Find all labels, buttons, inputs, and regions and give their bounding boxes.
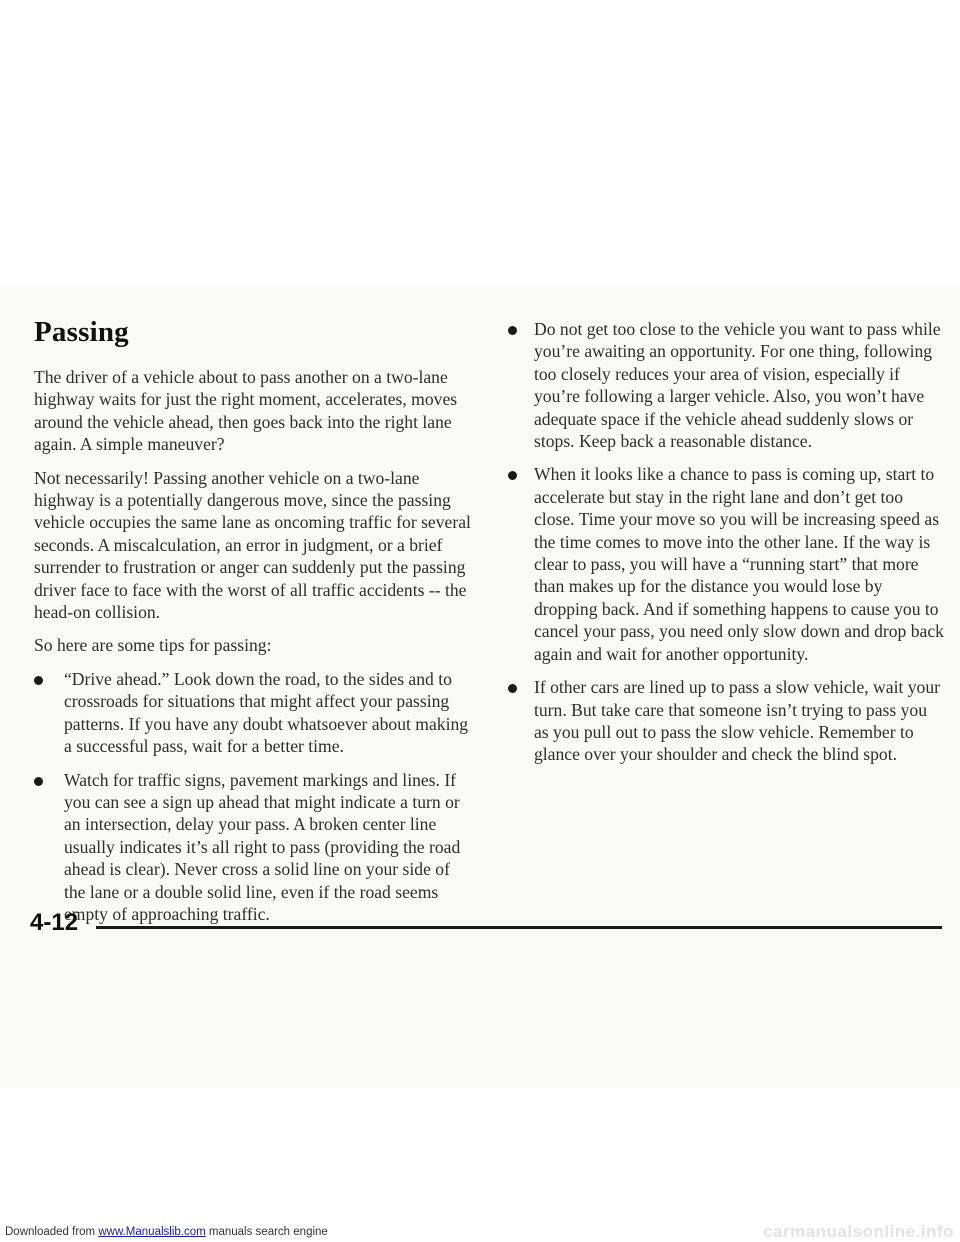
manualslib-link[interactable]: www.Manualslib.com — [98, 1226, 206, 1238]
page-number: 4-12 — [30, 909, 79, 936]
bullet-icon — [508, 326, 517, 335]
tip-list-item — [34, 668, 474, 758]
section-title: Passing — [34, 316, 129, 348]
intro-paragraph-3: So here are some tips for passing: — [34, 635, 272, 656]
tip-text: If other cars are lined up to pass a slow vehicle, wait your turn. But take care that someone isn’t trying to pass you as you pull out to pass the slow vehicle. Remember to glance over your shoulder and check the blind spot. — [534, 677, 940, 765]
bullet-icon — [34, 777, 43, 786]
intro-paragraph-2: Not necessarily! Passing another vehicle on a two-lane highway is a potentially dangerous move, since the passing vehicle occupies the same lane as oncoming traffic for several seconds. A miscalculation, an error in judgment, or a brief surrender to frustration or anger can suddenly put the passing driver face to face with the worst of all traffic accidents -- the head-on collision. — [34, 467, 471, 623]
tip-text: “Drive ahead.” Look down the road, to the sides and to crossroads for situations that might affect your passing patterns. If you have any doubt whatsoever about making a successful pass, wait for a better time. — [64, 668, 469, 757]
bullet-icon — [34, 676, 43, 685]
download-watermark — [5, 1226, 328, 1238]
footer-rule — [96, 926, 942, 929]
tip-list-item — [504, 318, 944, 452]
tip-text: Watch for traffic signs, pavement markings and lines. If you can see a sign up ahead that might indicate a turn or an intersection, delay your pass. A broken center line usually indicates it’s all right to pass (providing the road ahead is clear). Never cross a solid line on your side of the lane or a double solid line, even if the road seems empty of approaching traffic. — [64, 769, 461, 924]
tip-text: When it looks like a chance to pass is coming up, start to accelerate but stay in the right lane and don’t get too close. Time your move so you will be increasing speed as the time comes to move into the other lane. If the way is clear to pass, you will have a “running start” that more than makes up for the distance you would lose by dropping back. And if something happens to cause you to cancel your pass, you need only slow down and drop back again and wait for another opportunity. — [534, 464, 944, 664]
watermark-prefix: Downloaded from — [5, 1226, 99, 1238]
site-watermark: carmanualsonline.info — [763, 1222, 954, 1241]
right-column — [504, 318, 944, 777]
tip-text: Do not get too close to the vehicle you want to pass while you’re awaiting an opportunity. For one thing, following too closely reduces your area of vision, especially if you’re following a larger vehicle. Also, you won’t have adequate space if the vehicle ahead suddenly slows or stops. Keep back a reasonable distance. — [534, 319, 941, 452]
tip-list-item — [34, 769, 474, 926]
bullet-icon — [508, 471, 517, 480]
bullet-icon — [508, 684, 517, 693]
watermark-suffix: manuals search engine — [205, 1226, 328, 1238]
left-column — [34, 366, 474, 936]
intro-paragraph-1: The driver of a vehicle about to pass another on a two-lane highway waits for just the right moment, accelerates, moves around the vehicle ahead, then goes back into the right lane again. A simple maneuver? — [34, 367, 458, 455]
tip-list-item — [504, 676, 944, 766]
tip-list-item — [504, 463, 944, 665]
